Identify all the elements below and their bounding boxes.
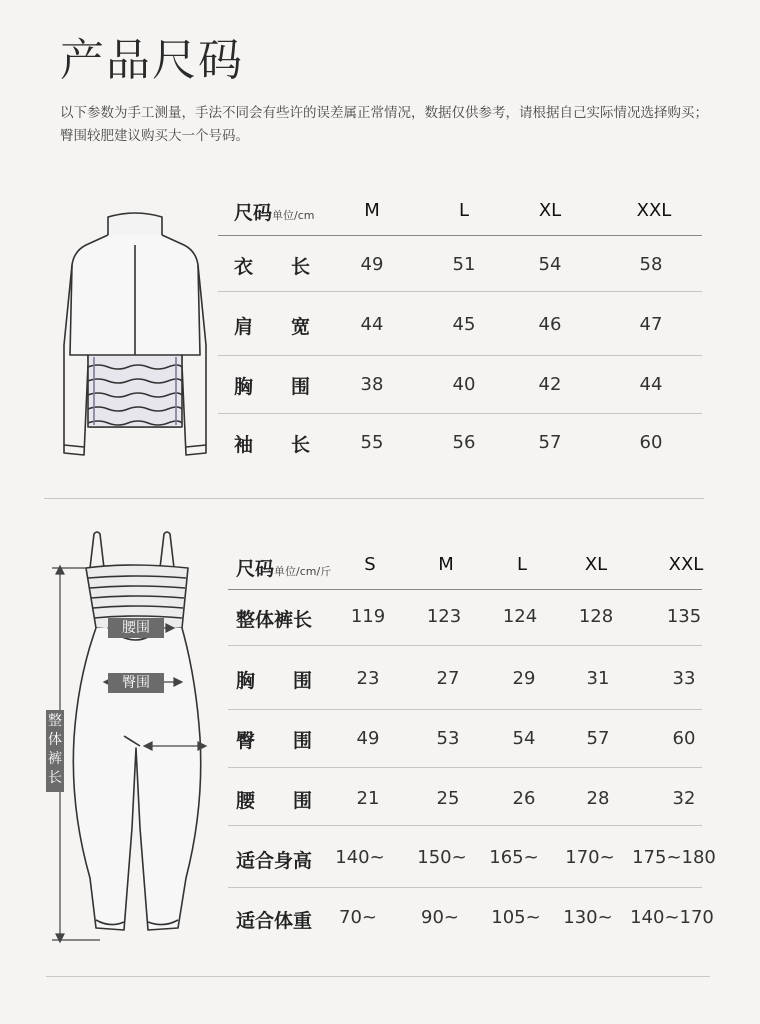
table-cell: 175~180 [632,847,716,868]
table-row [218,414,702,472]
jacket-size-table [218,190,702,456]
row-label: 胸 [236,670,256,692]
table-row [218,292,702,356]
row-label: 整体裤长 [236,609,313,631]
page-title: 产品尺码 [60,35,244,86]
size-note: 以下参数为手工测量，手法不同会有些许的误差属正常情况，数据仅供参考，请根据自己实际情况选择购买；臀围较肥建议购买大一个号码。 [60,105,708,144]
table-cell: 23 [356,668,380,689]
row-label: 围 [290,376,310,398]
table-row [218,236,702,292]
size-header-cell: M [438,554,454,575]
table-cell: 27 [436,668,460,689]
table-cell: 170~ [565,847,615,868]
table-row [228,768,702,826]
size-header-cell: M [364,200,380,221]
table-cell: 140~ [335,847,385,868]
table-row [228,888,714,950]
table-cell: 150~ [417,847,467,868]
table-row [228,646,702,710]
row-label: 袖 [234,434,254,456]
table-cell: 128 [578,606,614,627]
size-header-cell: S [364,554,376,575]
unit-label: 单位/cm/斤 [274,565,332,578]
table-cell: 119 [350,606,386,627]
table-cell: 58 [639,254,663,275]
table-cell: 28 [586,788,610,809]
row-label: 衣 [234,256,254,278]
size-header-label: 尺码 [236,558,275,580]
jumpsuit-size-table [228,540,716,960]
table-cell: 51 [452,254,476,275]
table-cell: 105~ [491,907,541,928]
waist-tag: 腰围 [108,618,164,638]
table-cell: 130~ [563,907,613,928]
table-cell: 54 [512,728,536,749]
table-cell: 25 [436,788,460,809]
table-cell: 33 [672,668,696,689]
table-cell: 49 [356,728,380,749]
table-cell: 60 [639,432,663,453]
row-label: 围 [292,730,312,752]
table-cell: 90~ [421,907,459,928]
table-cell: 57 [586,728,610,749]
hip-tag: 臀围 [108,673,164,693]
table-cell: 38 [360,374,384,395]
table-cell: 70~ [339,907,377,928]
table-cell: 44 [639,374,663,395]
row-label: 腰 [236,790,256,812]
table-cell: 60 [672,728,696,749]
size-header-cell: XXL [636,200,672,221]
table-cell: 45 [452,314,476,335]
jumpsuit-illustration [40,528,220,948]
length-tag: 整体裤长 [46,710,64,792]
row-label: 臀 [236,730,256,752]
table-cell: 32 [672,788,696,809]
table-cell: 21 [356,788,380,809]
row-label: 适合体重 [236,910,313,932]
row-label: 围 [292,670,312,692]
table-header-row [228,540,702,590]
table-row [228,590,702,646]
row-label: 长 [290,256,310,278]
jacket-illustration [58,205,213,465]
table-cell: 140~170 [630,907,714,928]
row-label: 围 [292,790,312,812]
size-header-cell: XL [584,554,608,575]
row-label: 适合身高 [236,850,313,872]
row-label: 肩 [234,316,254,338]
table-row [228,710,702,768]
section-divider [46,976,710,977]
table-cell: 123 [426,606,462,627]
table-cell: 135 [666,606,702,627]
unit-label: 单位/cm [272,209,315,222]
table-header-row [218,190,702,236]
table-cell: 56 [452,432,476,453]
table-cell: 40 [452,374,476,395]
size-header-cell: XXL [668,554,704,575]
table-cell: 44 [360,314,384,335]
table-cell: 53 [436,728,460,749]
table-cell: 124 [502,606,538,627]
row-label: 长 [290,434,310,456]
table-cell: 42 [538,374,562,395]
table-cell: 31 [586,668,610,689]
row-label: 胸 [234,376,254,398]
table-cell: 55 [360,432,384,453]
table-cell: 49 [360,254,384,275]
table-cell: 46 [538,314,562,335]
size-header-cell: XL [538,200,562,221]
table-cell: 57 [538,432,562,453]
table-row [218,356,702,414]
row-label: 宽 [290,316,310,338]
table-cell: 54 [538,254,562,275]
table-cell: 29 [512,668,536,689]
size-header-cell: L [516,554,528,575]
table-cell: 26 [512,788,536,809]
size-header-label: 尺码 [234,202,273,224]
table-cell: 47 [639,314,663,335]
size-header-cell: L [458,200,470,221]
table-row [228,826,716,888]
table-cell: 165~ [489,847,539,868]
section-divider [44,498,704,499]
